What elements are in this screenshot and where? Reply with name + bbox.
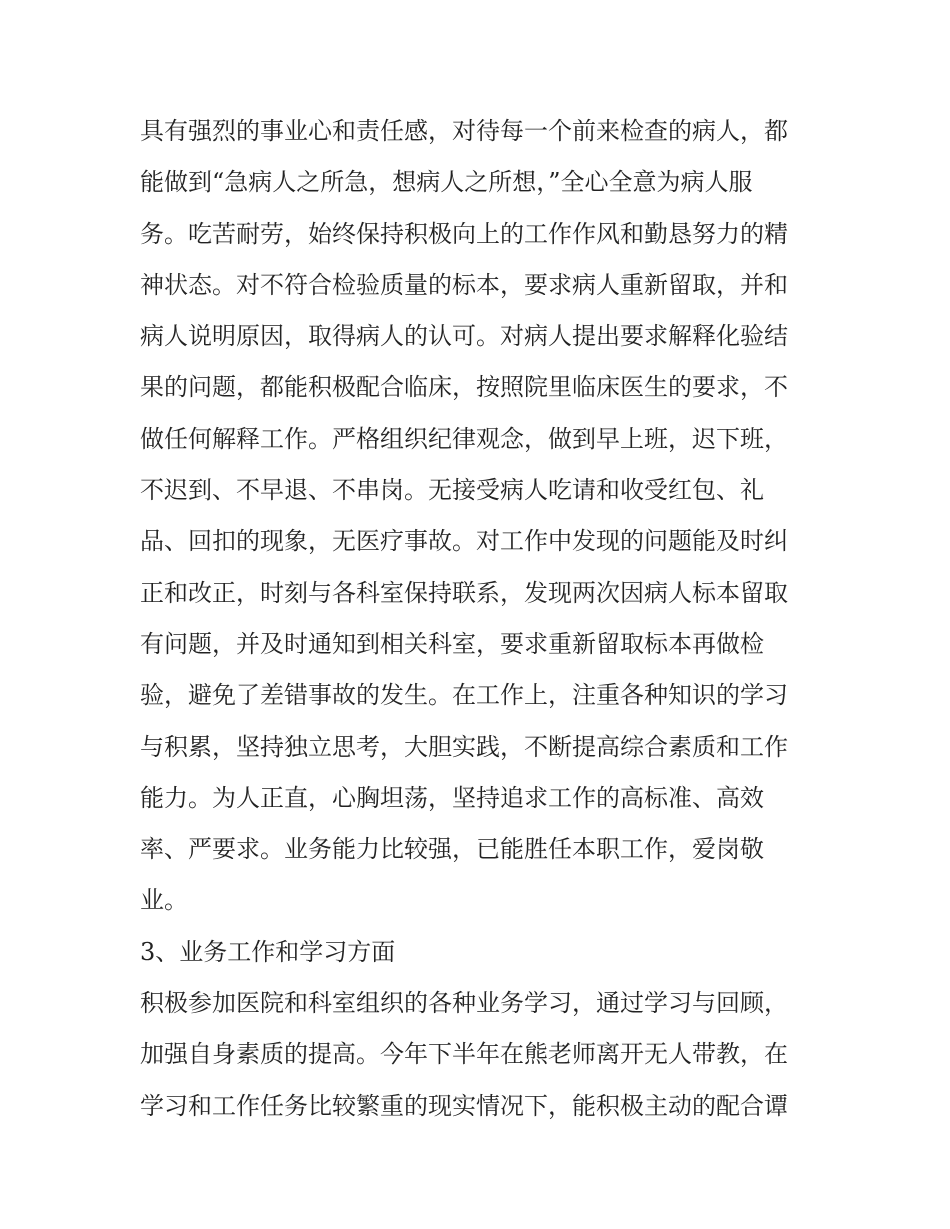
section-heading: 3、业务工作和学习方面	[140, 937, 396, 966]
text-line: 率、严要求。业务能力比较强，已能胜任本职工作，爱岗敬	[140, 835, 764, 864]
text-line: 不迟到、不早退、不串岗。无接受病人吃请和收受红包、礼	[140, 476, 764, 505]
text-line: 与积累，坚持独立思考，大胆实践，不断提高综合素质和工作	[140, 732, 788, 761]
text-line: 神状态。对不符合检验质量的标本，要求病人重新留取，并和	[140, 270, 788, 299]
text-line: 能力。为人正直，心胸坦荡，坚持追求工作的高标准、高效	[140, 783, 764, 812]
text-line: 积极参加医院和科室组织的各种业务学习，通过学习与回顾，	[140, 989, 788, 1018]
text-line: 正和改正，时刻与各科室保持联系，发现两次因病人标本留取	[140, 578, 788, 607]
text-line: 业。	[140, 886, 188, 915]
text-line: 做任何解释工作。严格组织纪律观念，做到早上班，迟下班，	[140, 424, 788, 453]
text-line: 品、回扣的现象，无医疗事故。对工作中发现的问题能及时纠	[140, 527, 788, 556]
text-line: 能做到“急病人之所急，想病人之所想，”全心全意为病人服	[140, 168, 753, 197]
text-line: 果的问题，都能积极配合临床，按照院里临床医生的要求，不	[140, 373, 788, 402]
document-body	[140, 106, 820, 1132]
text-line: 有问题，并及时通知到相关科室，要求重新留取标本再做检	[140, 629, 764, 658]
text-line: 务。吃苦耐劳，始终保持积极向上的工作作风和勤恳努力的精	[140, 219, 788, 248]
text-line: 具有强烈的事业心和责任感，对待每一个前来检查的病人，都	[140, 117, 788, 145]
text-line: 病人说明原因，取得病人的认可。对病人提出要求解释化验结	[140, 322, 788, 351]
text-line: 验，避免了差错事故的发生。在工作上，注重各种知识的学习	[140, 681, 788, 710]
text-line: 学习和工作任务比较繁重的现实情况下，能积极主动的配合谭	[140, 1091, 788, 1120]
text-line: 加强自身素质的提高。今年下半年在熊老师离开无人带教，在	[140, 1040, 788, 1069]
